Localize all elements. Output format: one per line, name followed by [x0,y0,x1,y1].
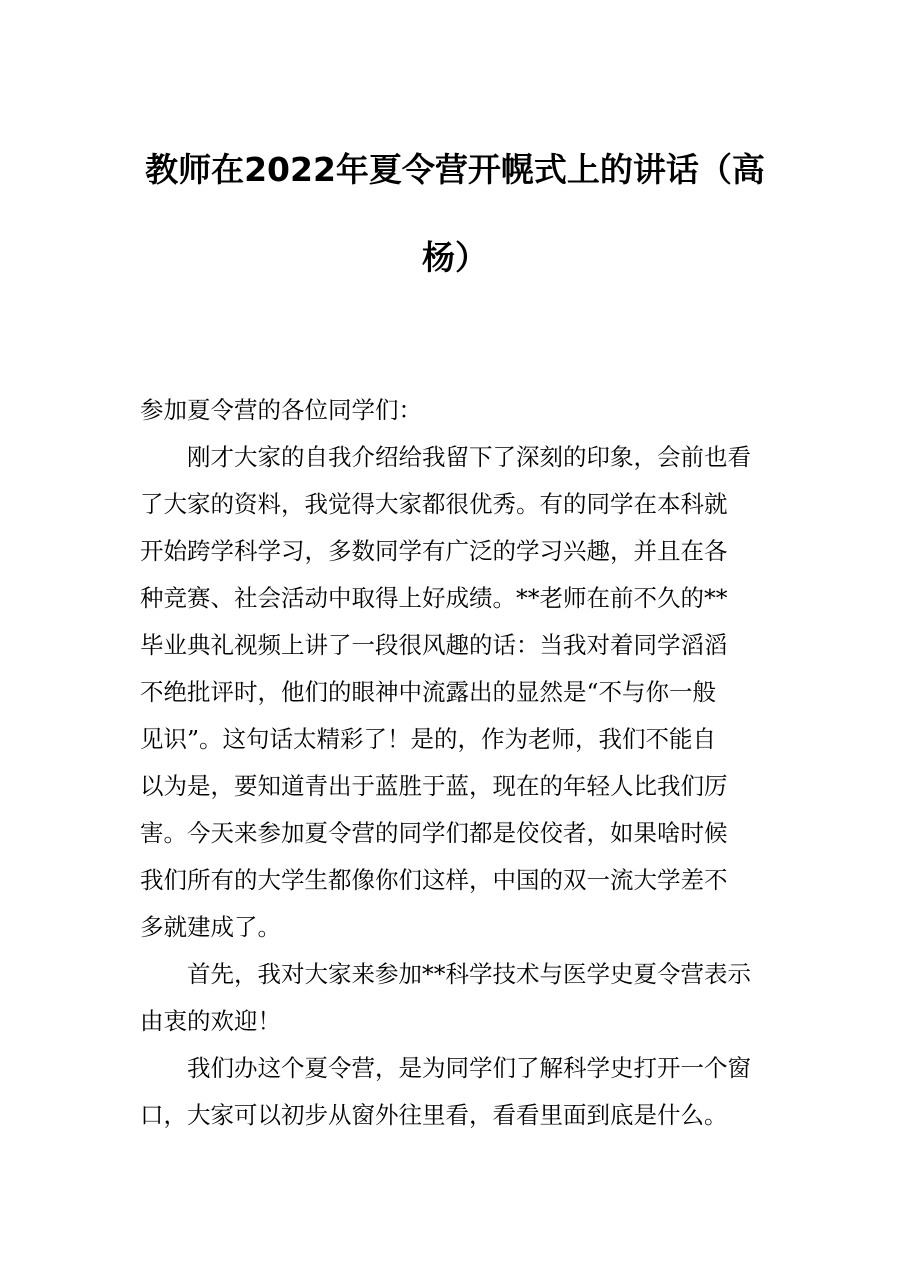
paragraph-1-line: 以为是，要知道青出于蓝胜于蓝，现在的年轻人比我们厉 [140,772,728,800]
document-body [140,395,772,1155]
paragraph-1-line: 毕业典礼视频上讲了一段很风趣的话：当我对着同学滔滔 [140,631,728,659]
paragraph-1-line: 了大家的资料，我觉得大家都很优秀。有的同学在本科就 [140,490,728,518]
paragraph-1-line: 刚才大家的自我介绍给我留下了深刻的印象，会前也看 [187,443,751,471]
paragraph-1-line: 见识”。这句话太精彩了！是的，作为老师，我们不能自 [140,725,717,753]
paragraph-1-line: 害。今天来参加夏令营的同学们都是佼佼者，如果啥时候 [140,819,728,847]
paragraph-1-line: 我们所有的大学生都像你们这样，中国的双一流大学差不 [140,866,728,894]
paragraph-1-line: 多就建成了。 [140,913,281,941]
paragraph-2-line: 由衷的欢迎！ [140,1007,281,1035]
document-title-line-1: 教师在2022年夏令营开幌式上的讲话（高 [145,150,765,189]
paragraph-3-line: 我们办这个夏令营，是为同学们了解科学史打开一个窗 [187,1054,751,1082]
paragraph-3-line: 口，大家可以初步从窗外往里看，看看里面到底是什么。 [140,1101,728,1129]
paragraph-2-line: 首先，我对大家来参加**科学技术与医学史夏令营表示 [187,960,751,988]
document-title-line-2: 杨） [422,238,488,277]
paragraph-1-line: 开始跨学科学习，多数同学有广泛的学习兴趣，并且在各 [140,537,728,565]
paragraph-1-line: 种竞赛、社会活动中取得上好成绩。**老师在前不久的** [140,584,728,612]
paragraph-1-line: 不绝批评时，他们的眼神中流露出的显然是“不与你一般 [140,678,717,706]
salutation: 参加夏令营的各位同学们： [140,396,422,424]
